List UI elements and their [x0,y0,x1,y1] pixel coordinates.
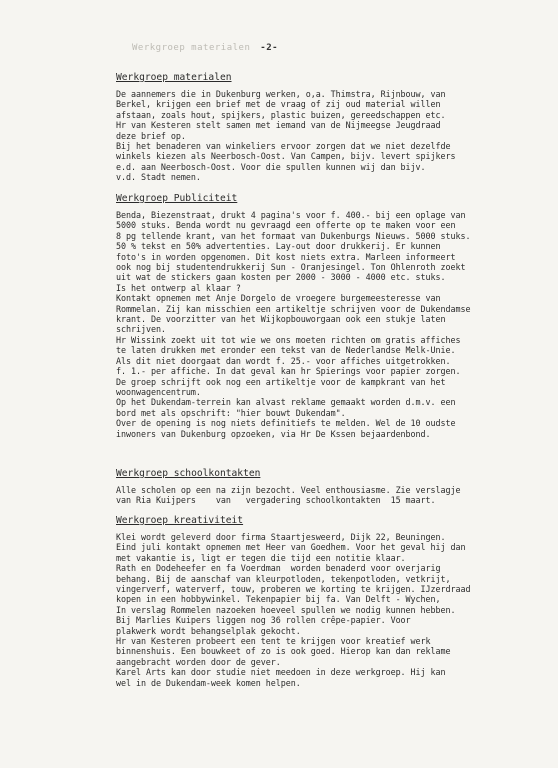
text-line: Rommelan. Zij kan misschien een artikeltje schrijven voor de Dukendamse [116,303,471,314]
page-header [132,43,278,53]
text-line: v.d. Stadt nemen. [116,172,201,183]
text-line: woonwagencentrum. [116,386,201,397]
text-line: De aannemers die in Dukenburg werken, o,a. Thimstra, Rijnbouw, van [116,89,446,99]
text-line: Bij het benaderen van winkeliers ervoor zorgen dat we niet dezelfde [116,141,451,152]
text-line: Hr van Kesteren stelt samen met iemand van de Nijmeegse Jeugdraad [116,120,441,131]
text-line: winkels kiezen als Neerbosch-Oost. Van Campen, bijv. levert spijkers [116,151,456,162]
faint-header-text: Werkgroep materialen [132,43,251,53]
text-line: uit wat de stickers gaan kosten per 2000 - 3000 - 4000 etc. stuks. [116,272,446,283]
text-line: 50 % tekst en 50% advertenties. Lay-out door drukkerij. Er kunnen [116,241,441,252]
text-line: aangebracht worden door de gever. [116,656,281,667]
section-body [116,89,536,183]
page-number: -2- [260,43,279,53]
text-line: Benda, Biezenstraat, drukt 4 pagina's voor f. 400.- bij een oplage van [116,210,466,220]
text-line: Eind juli kontakt opnemen met Heer van Goedhem. Voor het geval hij dan [116,542,466,553]
section-materialen [116,72,536,183]
section-kreativiteit [116,515,536,688]
text-line: schrijven. [116,324,166,335]
text-line: Is het ontwerp al klaar ? [116,282,241,293]
text-line: vingerverf, waterverf, touw, proberen we korting te krijgen. IJzerdraad [116,584,471,595]
text-line: van Ria Kuijpers van vergadering schoolkontakten 15 maart. [116,495,436,506]
text-line: plakwerk wordt behangselplak gekocht. [116,625,301,636]
text-line: Hr Wissink zoekt uit tot wie we ons moeten richten om gratis affiches [116,334,461,345]
section-heading: Werkgroep Publiciteit [116,193,238,204]
text-line: met vakantie is, ligt er tegen die tijd een notitie klaar. [116,552,406,563]
text-line: wel in de Dukendam-week komen helpen. [116,677,301,688]
text-line: Op het Dukendam-terrein kan alvast reklame gemaakt worden d.m.v. een [116,397,456,408]
text-line: afstaan, zoals hout, spijkers, plastic buizen, gereedschappen etc. [116,109,446,120]
text-line: In verslag Rommelen nazoeken hoeveel spullen we nodig kunnen hebben. [116,604,456,615]
text-line: Als dit niet doorgaat dan wordt f. 25.- voor affiches uitgetrokken. [116,355,451,366]
text-line: Bij Marlies Kuipers liggen nog 36 rollen crêpe-papier. Voor [116,615,411,626]
text-line: inwoners van Dukenburg opzoeken, via Hr De Kssen bejaardenbond. [116,428,431,439]
text-line: deze brief op. [116,130,186,141]
text-line: krant. De voorzitter van het Wijkopbouworgaan ook een stukje laten [116,314,446,325]
text-line: ook nog bij studentendrukkerij Sun - Oranjesingel. Ton Ohlenroth zoekt [116,262,466,273]
section-heading: Werkgroep materialen [116,72,232,83]
text-line: binnenshuis. Een bouwkeet of zo is ook goed. Hierop kan dan reklame [116,646,451,657]
section-heading: Werkgroep kreativiteit [116,515,244,526]
section-heading: Werkgroep schoolkontakten [116,468,261,479]
text-line: behang. Bij de aanschaf van kleurpotloden, tekenpotloden, vetkrijt, [116,573,451,584]
section-body [116,532,536,688]
text-line: f. 1.- per affiche. In dat geval kan hr Spierings voor papier zorgen. [116,366,461,377]
section-schoolkontakten [116,468,536,506]
text-line: Alle scholen op een na zijn bezocht. Veel enthousiasme. Zie verslagje [116,485,461,495]
text-line: 8 pg tellende krant, van het formaat van Dukenburgs Nieuws. 5000 stuks. [116,230,471,241]
text-line: Klei wordt geleverd door firma Staartjesweerd, Dijk 22, Beuningen. [116,532,446,542]
section-body [116,210,536,439]
text-line: e.d. aan Neerbosch-Oost. Voor die spullen kunnen wij dan bijv. [116,161,426,172]
text-line: Berkel, krijgen een brief met de vraag of zij oud material willen [116,99,441,110]
text-line: kopen in een hobbywinkel. Tekenpapier bij fa. Van Delft - Wychen, [116,594,441,605]
text-line: De groep schrijft ook nog een artikeltje voor de kampkrant van het [116,376,446,387]
text-line: Rath en Dodeheefer en fa Voerdman worden benaderd voor overjarig [116,563,441,574]
section-body [116,485,536,506]
text-line: Over de opening is nog niets definitiefs te melden. Wel de 10 oudste [116,418,456,429]
text-line: te laten drukken met eronder een tekst van de Nederlandse Melk-Unie. [116,345,456,356]
text-line: bord met als opschrift: "hier bouwt Dukendam". [116,407,346,418]
text-line: Hr van Kesteren probeert een tent te krijgen voor kreatief werk [116,636,431,647]
text-line: foto's in worden opgenomen. Dit kost niets extra. Marleen informeert [116,251,456,262]
text-line: 5000 stuks. Benda wordt nu gevraagd een offerte op te maken voor een [116,220,456,231]
text-line: Kontakt opnemen met Anje Dorgelo de vroegere burgemeesteresse van [116,293,441,304]
section-publiciteit [116,193,536,439]
text-line: Karel Arts kan door studie niet meedoen in deze werkgroep. Hij kan [116,667,446,678]
